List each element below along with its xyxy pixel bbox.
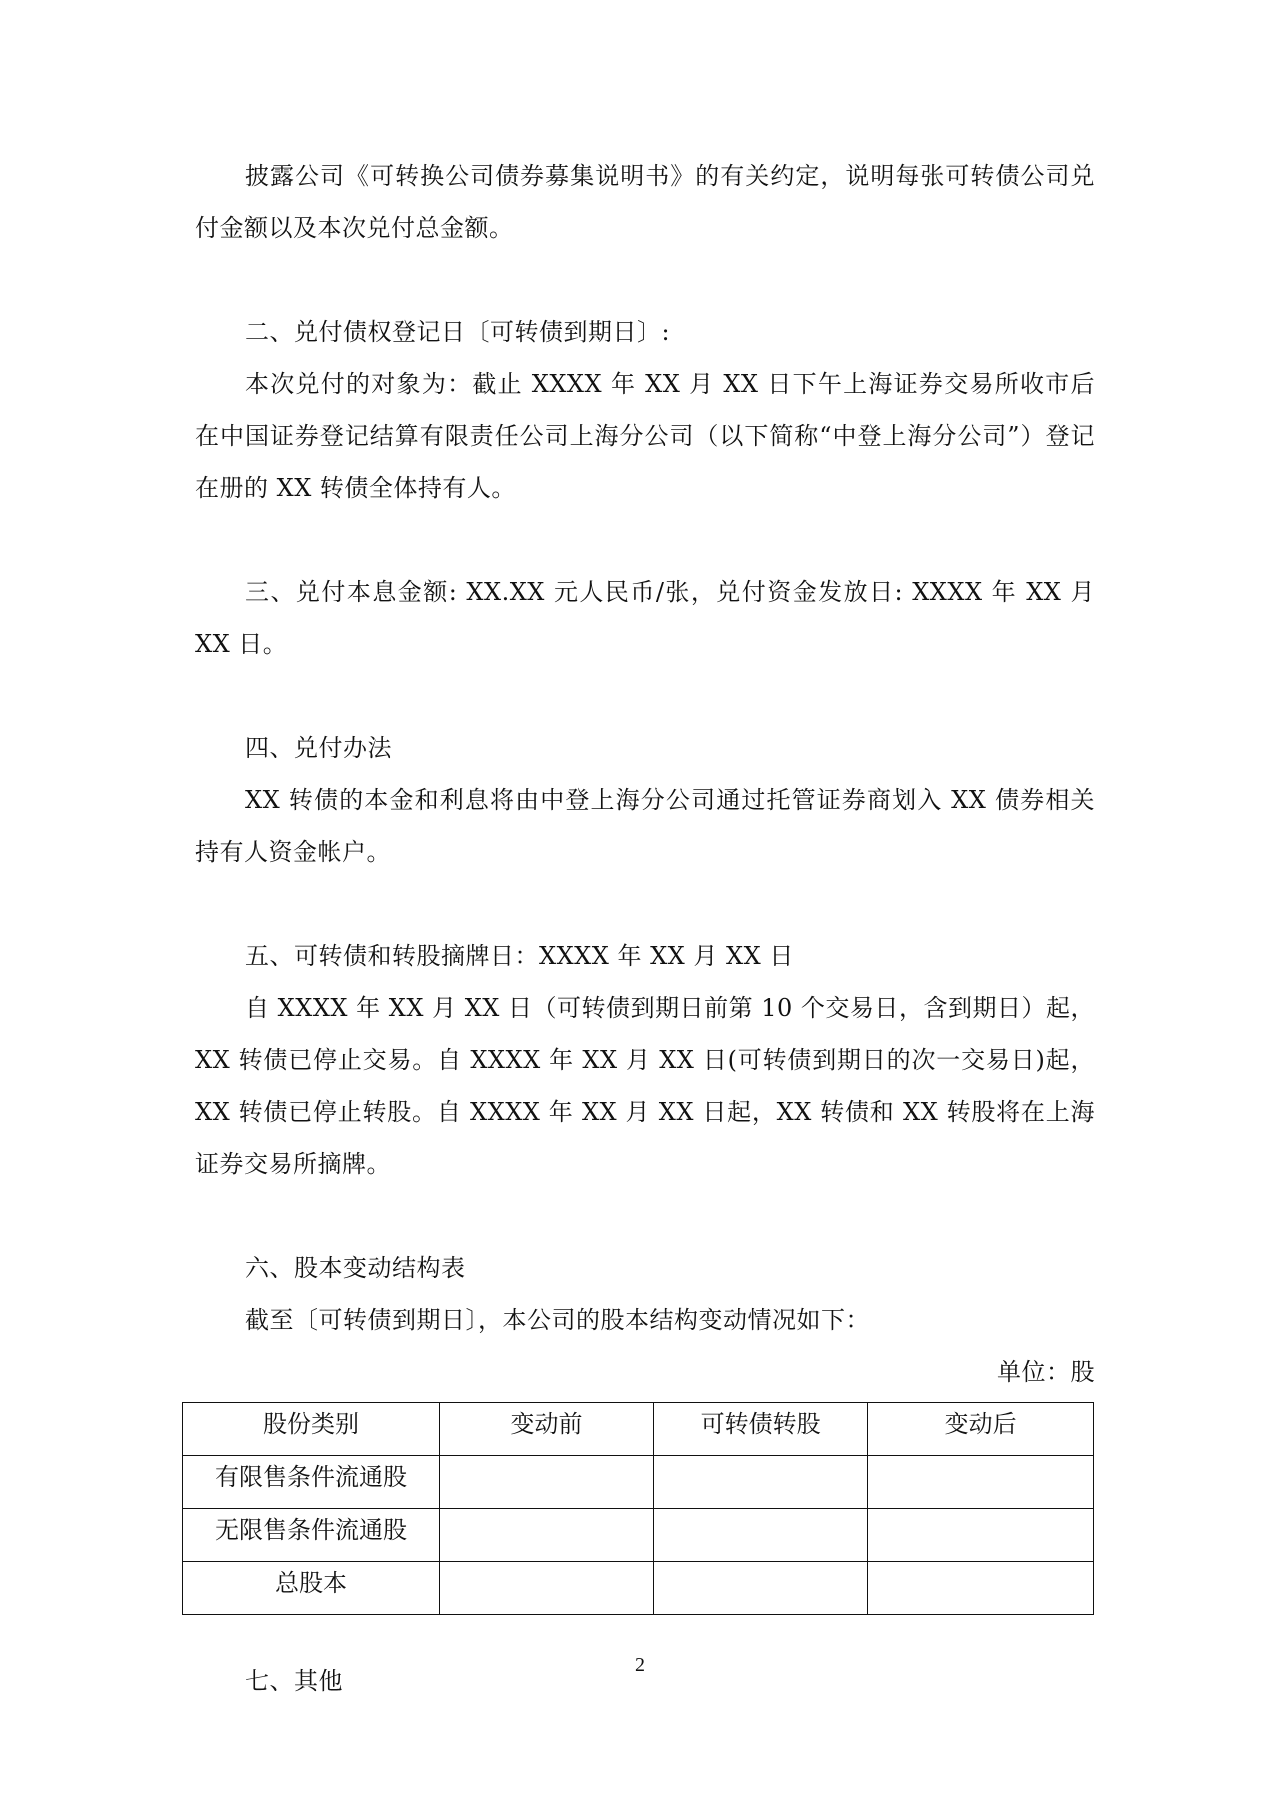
section-5-body: 自 XXXX 年 XX 月 XX 日（可转债到期日前第 10 个交易日，含到期日）起，XX 转债已停止交易。自 XXXX 年 XX 月 XX 日(可转债到期日的次一交易日)起，XX 转债已停止转股。自 XXXX 年 XX 月 XX 日起，XX 转债和 XX 转股将在上海证券交易所摘牌。 bbox=[195, 994, 1095, 1178]
table-cell bbox=[654, 1509, 868, 1562]
section-7-heading: 七、其他 bbox=[245, 1667, 343, 1695]
section-6-body: 截至〔可转债到期日〕，本公司的股本结构变动情况如下： bbox=[245, 1306, 870, 1334]
table-row bbox=[183, 1562, 1094, 1615]
section-3-heading: 三、兑付本息金额: XX.XX 元人民币/张，兑付资金发放日: XXXX 年 XX 月 XX 日。 bbox=[195, 578, 1095, 658]
section-4-body: XX 转债的本金和利息将由中登上海分公司通过托管证券商划入 XX 债券相关持有人资金帐户。 bbox=[195, 786, 1095, 866]
header-cell: 变动后 bbox=[868, 1403, 1094, 1456]
table-cell bbox=[868, 1509, 1094, 1562]
table-cell: 无限售条件流通股 bbox=[183, 1509, 440, 1562]
table-cell bbox=[439, 1456, 653, 1509]
table-cell bbox=[868, 1456, 1094, 1509]
table-cell bbox=[439, 1509, 653, 1562]
header-cell: 变动前 bbox=[439, 1403, 653, 1456]
page-number: 2 bbox=[635, 1654, 645, 1676]
table-cell bbox=[654, 1456, 868, 1509]
document-body bbox=[195, 150, 1095, 1707]
section-2-body: 本次兑付的对象为：截止 XXXX 年 XX 月 XX 日下午上海证券交易所收市后在中国证券登记结算有限责任公司上海分公司（以下简称“中登上海分公司”）登记在册的 XX 转债全体持有人。 bbox=[195, 370, 1095, 502]
header-cell: 股份类别 bbox=[183, 1403, 440, 1456]
table-cell bbox=[868, 1562, 1094, 1615]
unit-label: 单位：股 bbox=[997, 1358, 1095, 1386]
table-cell: 总股本 bbox=[183, 1562, 440, 1615]
section-4-heading: 四、兑付办法 bbox=[245, 734, 392, 762]
table-row bbox=[183, 1456, 1094, 1509]
table-row bbox=[183, 1509, 1094, 1562]
share-structure-table bbox=[182, 1402, 1094, 1615]
table-header-row bbox=[183, 1403, 1094, 1456]
section-6-heading: 六、股本变动结构表 bbox=[245, 1254, 466, 1282]
table-cell bbox=[439, 1562, 653, 1615]
table-cell: 有限售条件流通股 bbox=[183, 1456, 440, 1509]
section-2-heading: 二、兑付债权登记日〔可转债到期日〕: bbox=[245, 318, 671, 346]
section-5-heading: 五、可转债和转股摘牌日：XXXX 年 XX 月 XX 日 bbox=[245, 942, 794, 970]
header-cell: 可转债转股 bbox=[654, 1403, 868, 1456]
intro-paragraph: 披露公司《可转换公司债券募集说明书》的有关约定，说明每张可转债公司兑付金额以及本次兑付总金额。 bbox=[195, 162, 1095, 242]
table-cell bbox=[654, 1562, 868, 1615]
